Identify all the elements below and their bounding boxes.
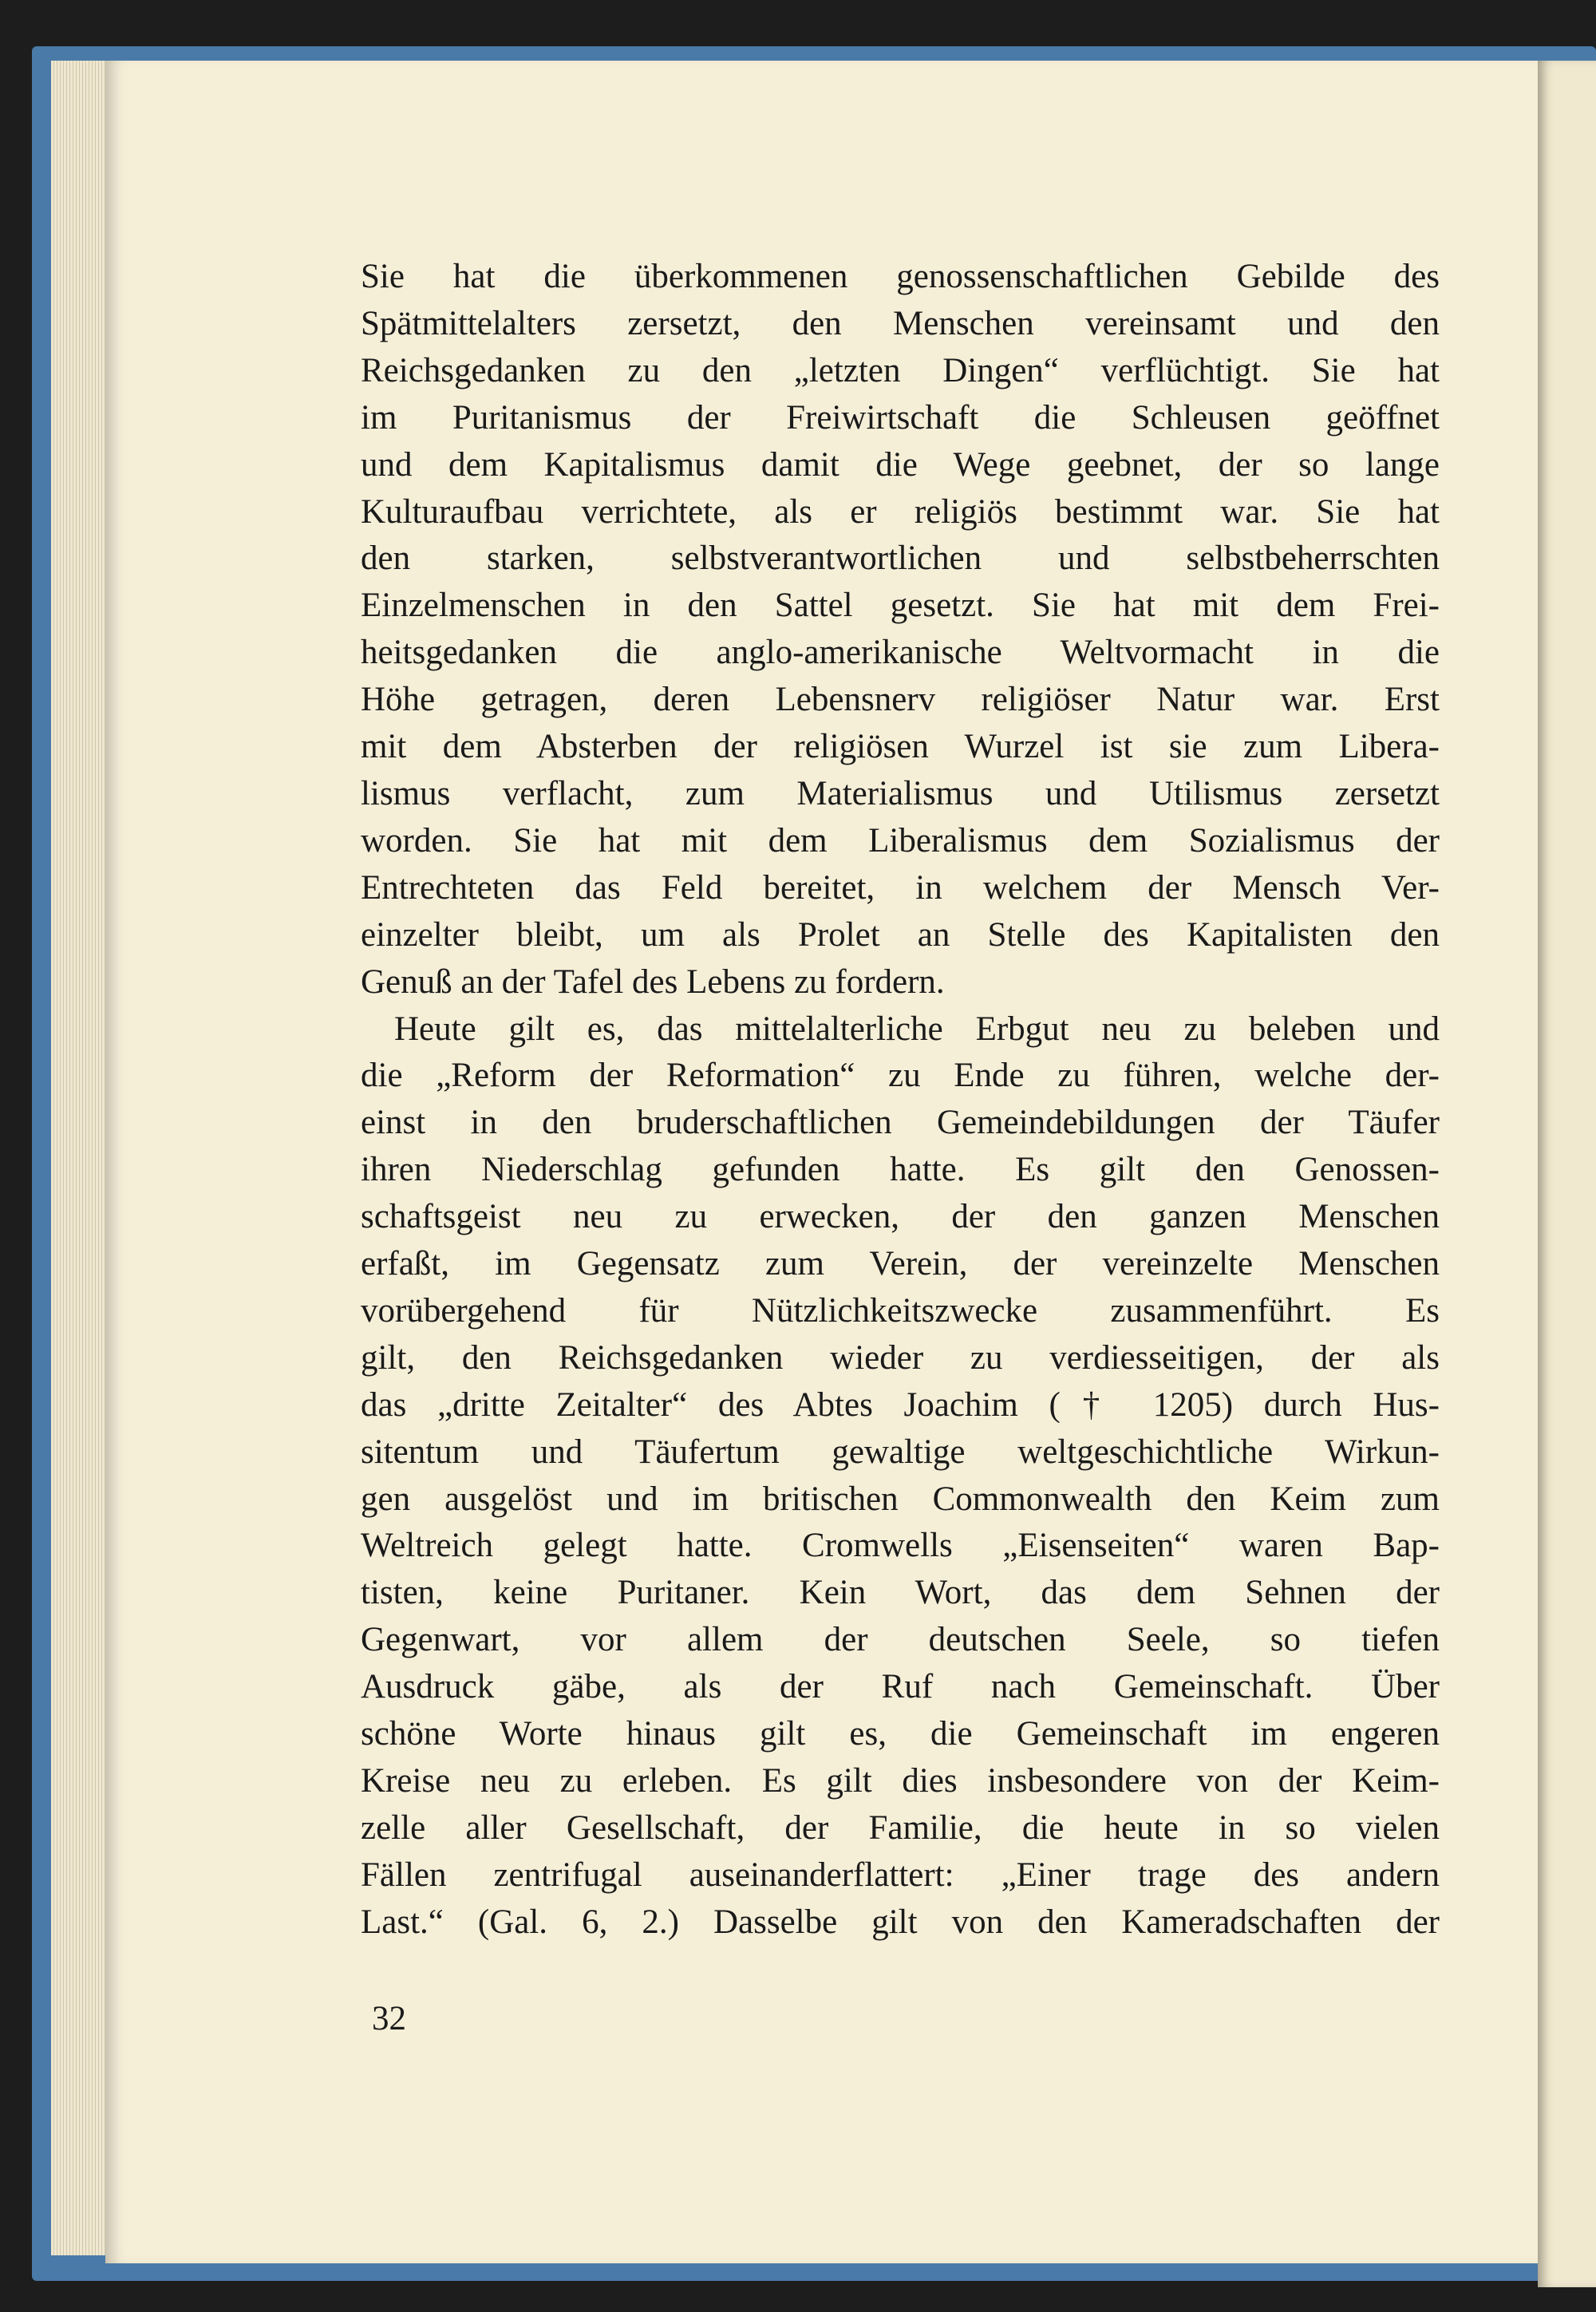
text-line: und dem Kapitalismus damit die Wege geebnet, der so lange [361,445,1440,484]
text-line: Kulturaufbau verrichtete, als er religiös bestimmt war. Sie hat [361,492,1440,531]
text-line: Entrechteten das Feld bereitet, in welchem der Mensch Ver- [361,868,1440,907]
text-line: vorübergehend für Nützlichkeitszwecke zusammenführt. Es [361,1291,1440,1330]
text-line: Höhe getragen, deren Lebensnerv religiöser Natur war. Erst [361,681,1440,719]
page-number: 32 [372,2000,406,2037]
text-line: schaftsgeist neu zu erwecken, der den ganzen Menschen [361,1198,1440,1236]
text-line: Spätmittelalters zersetzt, den Menschen vereinsamt und den [361,304,1440,342]
text-line: Einzelmenschen in den Sattel gesetzt. Sie hat mit dem Frei- [361,587,1440,625]
text-line: einst in den bruderschaftlichen Gemeindebildungen der Täufer [361,1104,1440,1142]
text-line: Weltreich gelegt hatte. Cromwells „Eisenseiten“ waren Bap- [361,1527,1440,1565]
facing-page-edge [1538,61,1596,2287]
text-line: mit dem Absterben der religiösen Wurzel ist sie zum Libera- [361,728,1440,766]
text-line: Last.“ (Gal. 6, 2.) Dasselbe gilt von den Kameradschaften der [361,1903,1440,1941]
text-line: Heute gilt es, das mittelalterliche Erbgut neu zu beleben und [394,1010,1440,1048]
text-line: lismus verflacht, zum Materialismus und Utilismus zersetzt [361,774,1440,812]
text-line: Gegenwart, vor allem der deutschen Seele, so tiefen [361,1621,1440,1659]
text-line: Reichsgedanken zu den „letzten Dingen“ verflüchtigt. Sie hat [361,351,1440,389]
text-line: Sie hat die überkommenen genossenschaftlichen Gebilde des [361,258,1440,295]
text-line: worden. Sie hat mit dem Liberalismus dem Sozialismus der [361,821,1440,860]
text-line: Fällen zentrifugal auseinanderflattert: „Einer trage des andern [361,1856,1440,1894]
text-line: ihren Niederschlag gefunden hatte. Es gilt den Genossen- [361,1151,1440,1189]
text-line: schöne Worte hinaus gilt es, die Gemeinschaft im engeren [361,1715,1440,1753]
text-line: das „dritte Zeitalter“ des Abtes Joachim († 1205) durch Hus- [361,1385,1440,1424]
text-line: zelle aller Gesellschaft, der Familie, die heute in so vielen [361,1808,1440,1847]
text-line: gilt, den Reichsgedanken wieder zu verdiesseitigen, der als [361,1338,1440,1377]
body-text [361,254,1440,1946]
text-line: den starken, selbstverantwortlichen und selbstbeherrschten [361,539,1440,578]
text-line: erfaßt, im Gegensatz zum Verein, der vereinzelte Menschen [361,1245,1440,1283]
text-line: die „Reform der Reformation“ zu Ende zu führen, welche der- [361,1057,1440,1095]
text-line: einzelter bleibt, um als Prolet an Stelle des Kapitalisten den [361,915,1440,954]
text-line: Ausdruck gäbe, als der Ruf nach Gemeinschaft. Über [361,1668,1440,1706]
text-line: Genuß an der Tafel des Lebens zu fordern. [361,962,945,1001]
text-line: tisten, keine Puritaner. Kein Wort, das dem Sehnen der [361,1574,1440,1612]
text-line: heitsgedanken die anglo-amerikanische Weltvormacht in die [361,634,1440,672]
text-line: sitentum und Täufertum gewaltige weltgeschichtliche Wirkun- [361,1433,1440,1471]
text-line: gen ausgelöst und im britischen Commonwealth den Keim zum [361,1480,1440,1518]
text-line: im Puritanismus der Freiwirtschaft die Schleusen geöffnet [361,398,1440,437]
text-line: Kreise neu zu erleben. Es gilt dies insbesondere von der Keim- [361,1762,1440,1800]
